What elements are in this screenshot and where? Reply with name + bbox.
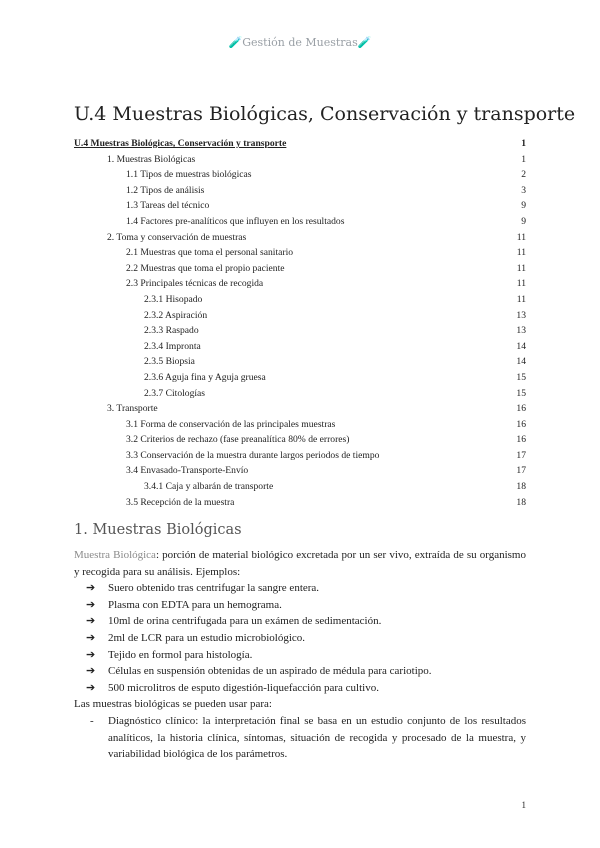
toc-entry-label: 1.2 Tipos de análisis <box>126 184 205 196</box>
toc-entry-page: 11 <box>516 278 526 290</box>
dash-bullet: - <box>90 714 94 727</box>
toc-entry-page: 16 <box>516 434 526 446</box>
example-text: Plasma con EDTA para un hemograma. <box>108 598 282 611</box>
toc-entry[interactable] <box>74 354 526 370</box>
use-item <box>86 713 526 763</box>
toc-entry[interactable] <box>74 167 526 183</box>
uses-list <box>74 713 526 763</box>
document-title: U.4 Muestras Biológicas, Conservación y transporte <box>74 103 576 125</box>
toc-entry[interactable] <box>74 401 526 417</box>
toc-entry-label: 3. Transporte <box>107 403 158 415</box>
example-item <box>86 647 526 664</box>
toc-entry-label: 2.3.7 Citologías <box>144 387 206 399</box>
toc-entry[interactable] <box>74 339 526 355</box>
toc-entry-page: 16 <box>516 418 526 430</box>
toc-entry-page: 17 <box>516 449 526 461</box>
toc-entry-page: 9 <box>521 200 526 212</box>
toc-entry-label: 1.4 Factores pre-analíticos que influyen en los resultados <box>126 215 345 227</box>
toc-entry-label: U.4 Muestras Biológicas, Conservación y transporte <box>74 138 287 149</box>
examples-list <box>74 580 526 696</box>
arrow-icon: ➔ <box>86 598 96 611</box>
toc-entry[interactable] <box>74 230 526 246</box>
toc-entry-page: 2 <box>521 169 526 181</box>
section-body <box>74 547 526 763</box>
toc-entry-page: 16 <box>516 403 526 415</box>
toc-entry-label: 1.3 Tareas del técnico <box>126 200 210 212</box>
arrow-icon: ➔ <box>86 582 96 595</box>
toc-entry-label: 1.1 Tipos de muestras biológicas <box>126 169 252 181</box>
arrow-icon: ➔ <box>86 665 96 678</box>
toc-entry[interactable] <box>74 214 526 230</box>
toc-entry[interactable] <box>74 495 526 511</box>
test-tube-icon: 🧪 <box>228 36 243 49</box>
toc-entry-page: 14 <box>516 356 526 368</box>
example-item <box>86 580 526 597</box>
toc-entry-label: 2.3.5 Biopsia <box>144 356 195 368</box>
toc-entry-page: 14 <box>516 340 526 352</box>
toc-entry[interactable] <box>74 198 526 214</box>
toc-entry-label: 2.3 Principales técnicas de recogida <box>126 278 264 290</box>
arrow-icon: ➔ <box>86 648 96 661</box>
toc-entry[interactable] <box>74 323 526 339</box>
definition-text: : porción de material biológico excretada por un ser vivo, extraída de su organismo y recogida para su análisis. Ejemplos: <box>74 549 526 578</box>
page-number: 1 <box>521 800 526 810</box>
arrow-icon: ➔ <box>86 631 96 644</box>
example-text: Células en suspensión obtenidas de un aspirado de médula para cariotipo. <box>108 665 432 678</box>
header-title: Gestión de Muestras <box>242 36 358 49</box>
use-text: Diagnóstico clínico: la interpretación final se basa en un estudio conjunto de los resultados analíticos, la historia clínica, síntomas, situación de recogida y procesado de la muestra, y variabilidad biológica de los parámetros. <box>108 714 526 761</box>
example-text: 500 microlitros de esputo digestión-liquefacción para cultivo. <box>108 681 379 694</box>
toc-entry-page: 11 <box>516 262 526 274</box>
toc-entry-page: 13 <box>516 309 526 321</box>
toc-entry-label: 3.4.1 Caja y albarán de transporte <box>144 481 274 493</box>
toc-entry-label: 3.2 Criterios de rechazo (fase preanalítica 80% de errores) <box>126 434 350 446</box>
example-item <box>86 663 526 680</box>
toc-entry-page: 3 <box>521 184 526 196</box>
toc-entry-page: 11 <box>516 231 526 243</box>
example-item <box>86 680 526 697</box>
toc-entry-label: 3.4 Envasado-Transporte-Envío <box>126 465 249 477</box>
toc-entry-page: 13 <box>516 325 526 337</box>
toc-entry-page: 1 <box>521 153 526 165</box>
toc-entry[interactable] <box>74 370 526 386</box>
example-item <box>86 597 526 614</box>
toc-entry-label: 2.3.2 Aspiración <box>144 309 208 321</box>
toc-entry-page: 18 <box>516 496 526 508</box>
arrow-icon: ➔ <box>86 615 96 628</box>
example-text: Suero obtenido tras centrifugar la sangre entera. <box>108 582 320 595</box>
toc-entry-page: 1 <box>521 138 526 149</box>
toc-entry[interactable] <box>74 479 526 495</box>
definition-term: Muestra Biológica <box>74 549 156 561</box>
section-title: 1. Muestras Biológicas <box>74 522 242 538</box>
toc-entry-label: 2.1 Muestras que toma el personal sanitario <box>126 247 294 259</box>
toc-entry-page: 11 <box>516 293 526 305</box>
example-item <box>86 613 526 630</box>
toc-entry-page: 15 <box>516 371 526 383</box>
toc-entry[interactable] <box>74 261 526 277</box>
toc-entry[interactable] <box>74 292 526 308</box>
toc-entry[interactable] <box>74 448 526 464</box>
arrow-icon: ➔ <box>86 681 96 694</box>
example-text: 10ml de orina centrifugada para un exámen de sedimentación. <box>108 615 382 628</box>
toc-entry-label: 2.3.6 Aguja fina y Aguja gruesa <box>144 371 266 383</box>
definition-paragraph <box>74 547 526 580</box>
toc-entry-page: 15 <box>516 387 526 399</box>
toc-entry[interactable] <box>74 183 526 199</box>
toc-entry-label: 2. Toma y conservación de muestras <box>107 231 247 243</box>
toc-entry[interactable] <box>74 417 526 433</box>
toc-entry-page: 17 <box>516 465 526 477</box>
toc-entry-label: 2.2 Muestras que toma el propio paciente <box>126 262 285 274</box>
table-of-contents <box>74 136 526 510</box>
toc-entry-label: 2.3.1 Hisopado <box>144 293 203 305</box>
page-header <box>0 36 600 49</box>
toc-entry[interactable] <box>74 386 526 402</box>
test-tube-icon: 🧪 <box>357 36 372 49</box>
toc-entry[interactable] <box>74 463 526 479</box>
toc-entry-label: 2.3.4 Impronta <box>144 340 201 352</box>
toc-entry-label: 3.1 Forma de conservación de las principales muestras <box>126 418 336 430</box>
uses-intro: Las muestras biológicas se pueden usar para: <box>74 698 272 711</box>
toc-entry[interactable] <box>74 136 526 152</box>
example-text: 2ml de LCR para un estudio microbiológico. <box>108 631 306 644</box>
toc-entry-page: 9 <box>521 215 526 227</box>
example-text: Tejido en formol para histología. <box>108 648 253 661</box>
toc-entry[interactable] <box>74 308 526 324</box>
toc-entry-label: 3.3 Conservación de la muestra durante largos periodos de tiempo <box>126 449 380 461</box>
toc-entry-label: 1. Muestras Biológicas <box>107 153 196 165</box>
toc-entry[interactable] <box>74 276 526 292</box>
toc-entry[interactable] <box>74 245 526 261</box>
toc-entry-page: 11 <box>516 247 526 259</box>
toc-entry-label: 2.3.3 Raspado <box>144 325 199 337</box>
example-item <box>86 630 526 647</box>
toc-entry-label: 3.5 Recepción de la muestra <box>126 496 235 508</box>
toc-entry-page: 18 <box>516 481 526 493</box>
toc-entry[interactable] <box>74 432 526 448</box>
toc-entry[interactable] <box>74 152 526 168</box>
